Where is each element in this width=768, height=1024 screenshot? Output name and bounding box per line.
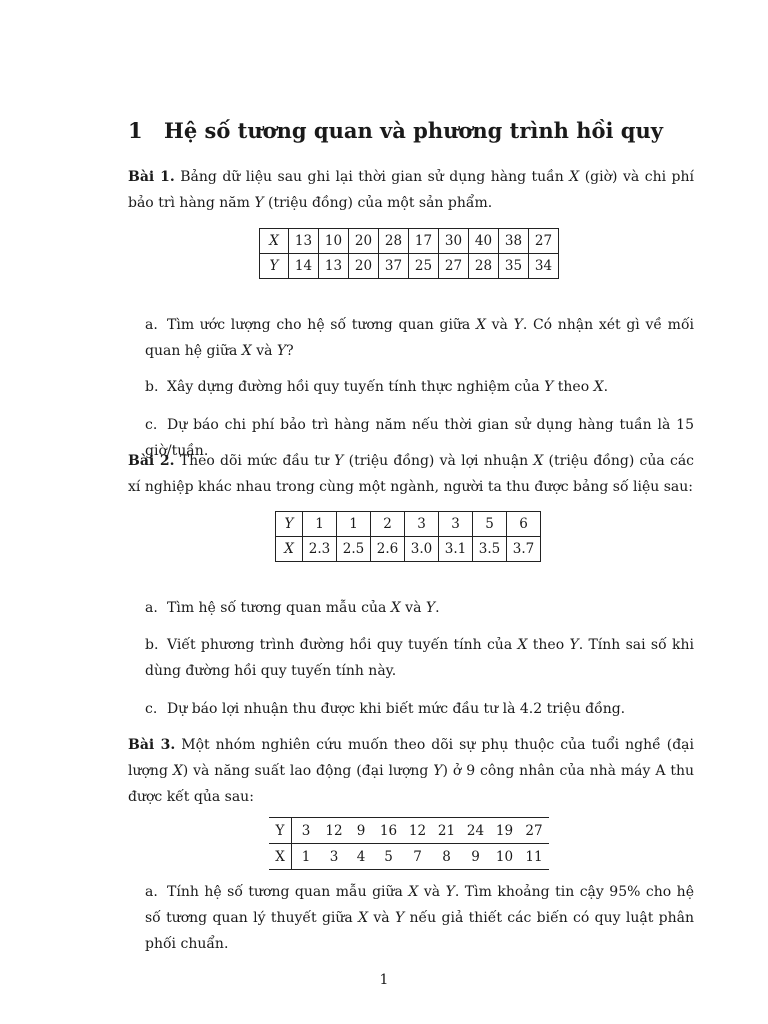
bai2-intro: Bài 2. Theo dõi mức đầu tư Y (triệu đồng) và lợi nhuận X (triệu đồng) của các xí nghiệp khác nhau trong cùng một ngành, người ta thu được bảng số liệu sau: [128,453,695,495]
bai1-item-b: b. Xây dựng đường hồi quy tuyến tính thực nghiệm của Y theo X. [145,379,609,395]
table-row: Y 3 12 9 16 12 21 24 19 27 [269,818,549,844]
bai1-intro: Bài 1. Bảng dữ liệu sau ghi lại thời gian sử dụng hàng tuần X (giờ) và chi phí bảo trì hàng năm Y (triệu đồng) của một sản phẩm. [128,169,694,211]
bai2-item-c: c. Dự báo lợi nhuận thu được khi biết mức đầu tư là 4.2 triệu đồng. [145,701,626,717]
section-number: 1 [128,118,143,143]
bai1-data-table [259,228,559,279]
bai2-label: Bài 2. [128,453,175,469]
table-row: X 2.3 2.5 2.6 3.0 3.1 3.5 3.7 [276,537,541,562]
bai2-data-table [275,511,541,562]
bai3-label: Bài 3. [128,737,176,753]
section-heading [128,118,663,143]
bai1-item-c: c. Dự báo chi phí bảo trì hàng năm nếu thời gian sử dụng hàng tuần là 15 giờ/tuần. [145,417,694,459]
bai1-item-a: a. Tìm ước lượng cho hệ số tương quan giữa X và Y. Có nhận xét gì về mối quan hệ giữa X và Y? [145,317,694,359]
bai2-item-a: a. Tìm hệ số tương quan mẫu của X và Y. [145,600,440,616]
section-title-text: Hệ số tương quan và phương trình hồi quy [164,118,663,143]
bai1-label: Bài 1. [128,169,175,185]
table-row: X 1 3 4 5 7 8 9 10 11 [269,844,549,870]
bai3-item-a: a. Tính hệ số tương quan mẫu giữa X và Y. Tìm khoảng tin cậy 95% cho hệ số tương quan lý thuyết giữa X và Y nếu giả thiết các biến có quy luật phân phối chuẩn. [145,884,694,952]
bai3-intro: Bài 3. Một nhóm nghiên cứu muốn theo dõi sự phụ thuộc của tuổi nghề (đại lượng X) và năng suất lao động (đại lượng Y) ở 9 công nhân của nhà máy A thu được kết qủa sau: [128,737,694,805]
bai3-data-table [269,817,549,870]
table-row: X 13 10 20 28 17 30 40 38 27 [260,229,559,254]
page-number: 1 [379,972,389,988]
bai2-item-b: b. Viết phương trình đường hồi quy tuyến tính của X theo Y. Tính sai số khi dùng đường hồi quy tuyến tính này. [145,637,694,679]
table-row: Y 1 1 2 3 3 5 6 [276,512,541,537]
table-row: Y 14 13 20 37 25 27 28 35 34 [260,254,559,279]
